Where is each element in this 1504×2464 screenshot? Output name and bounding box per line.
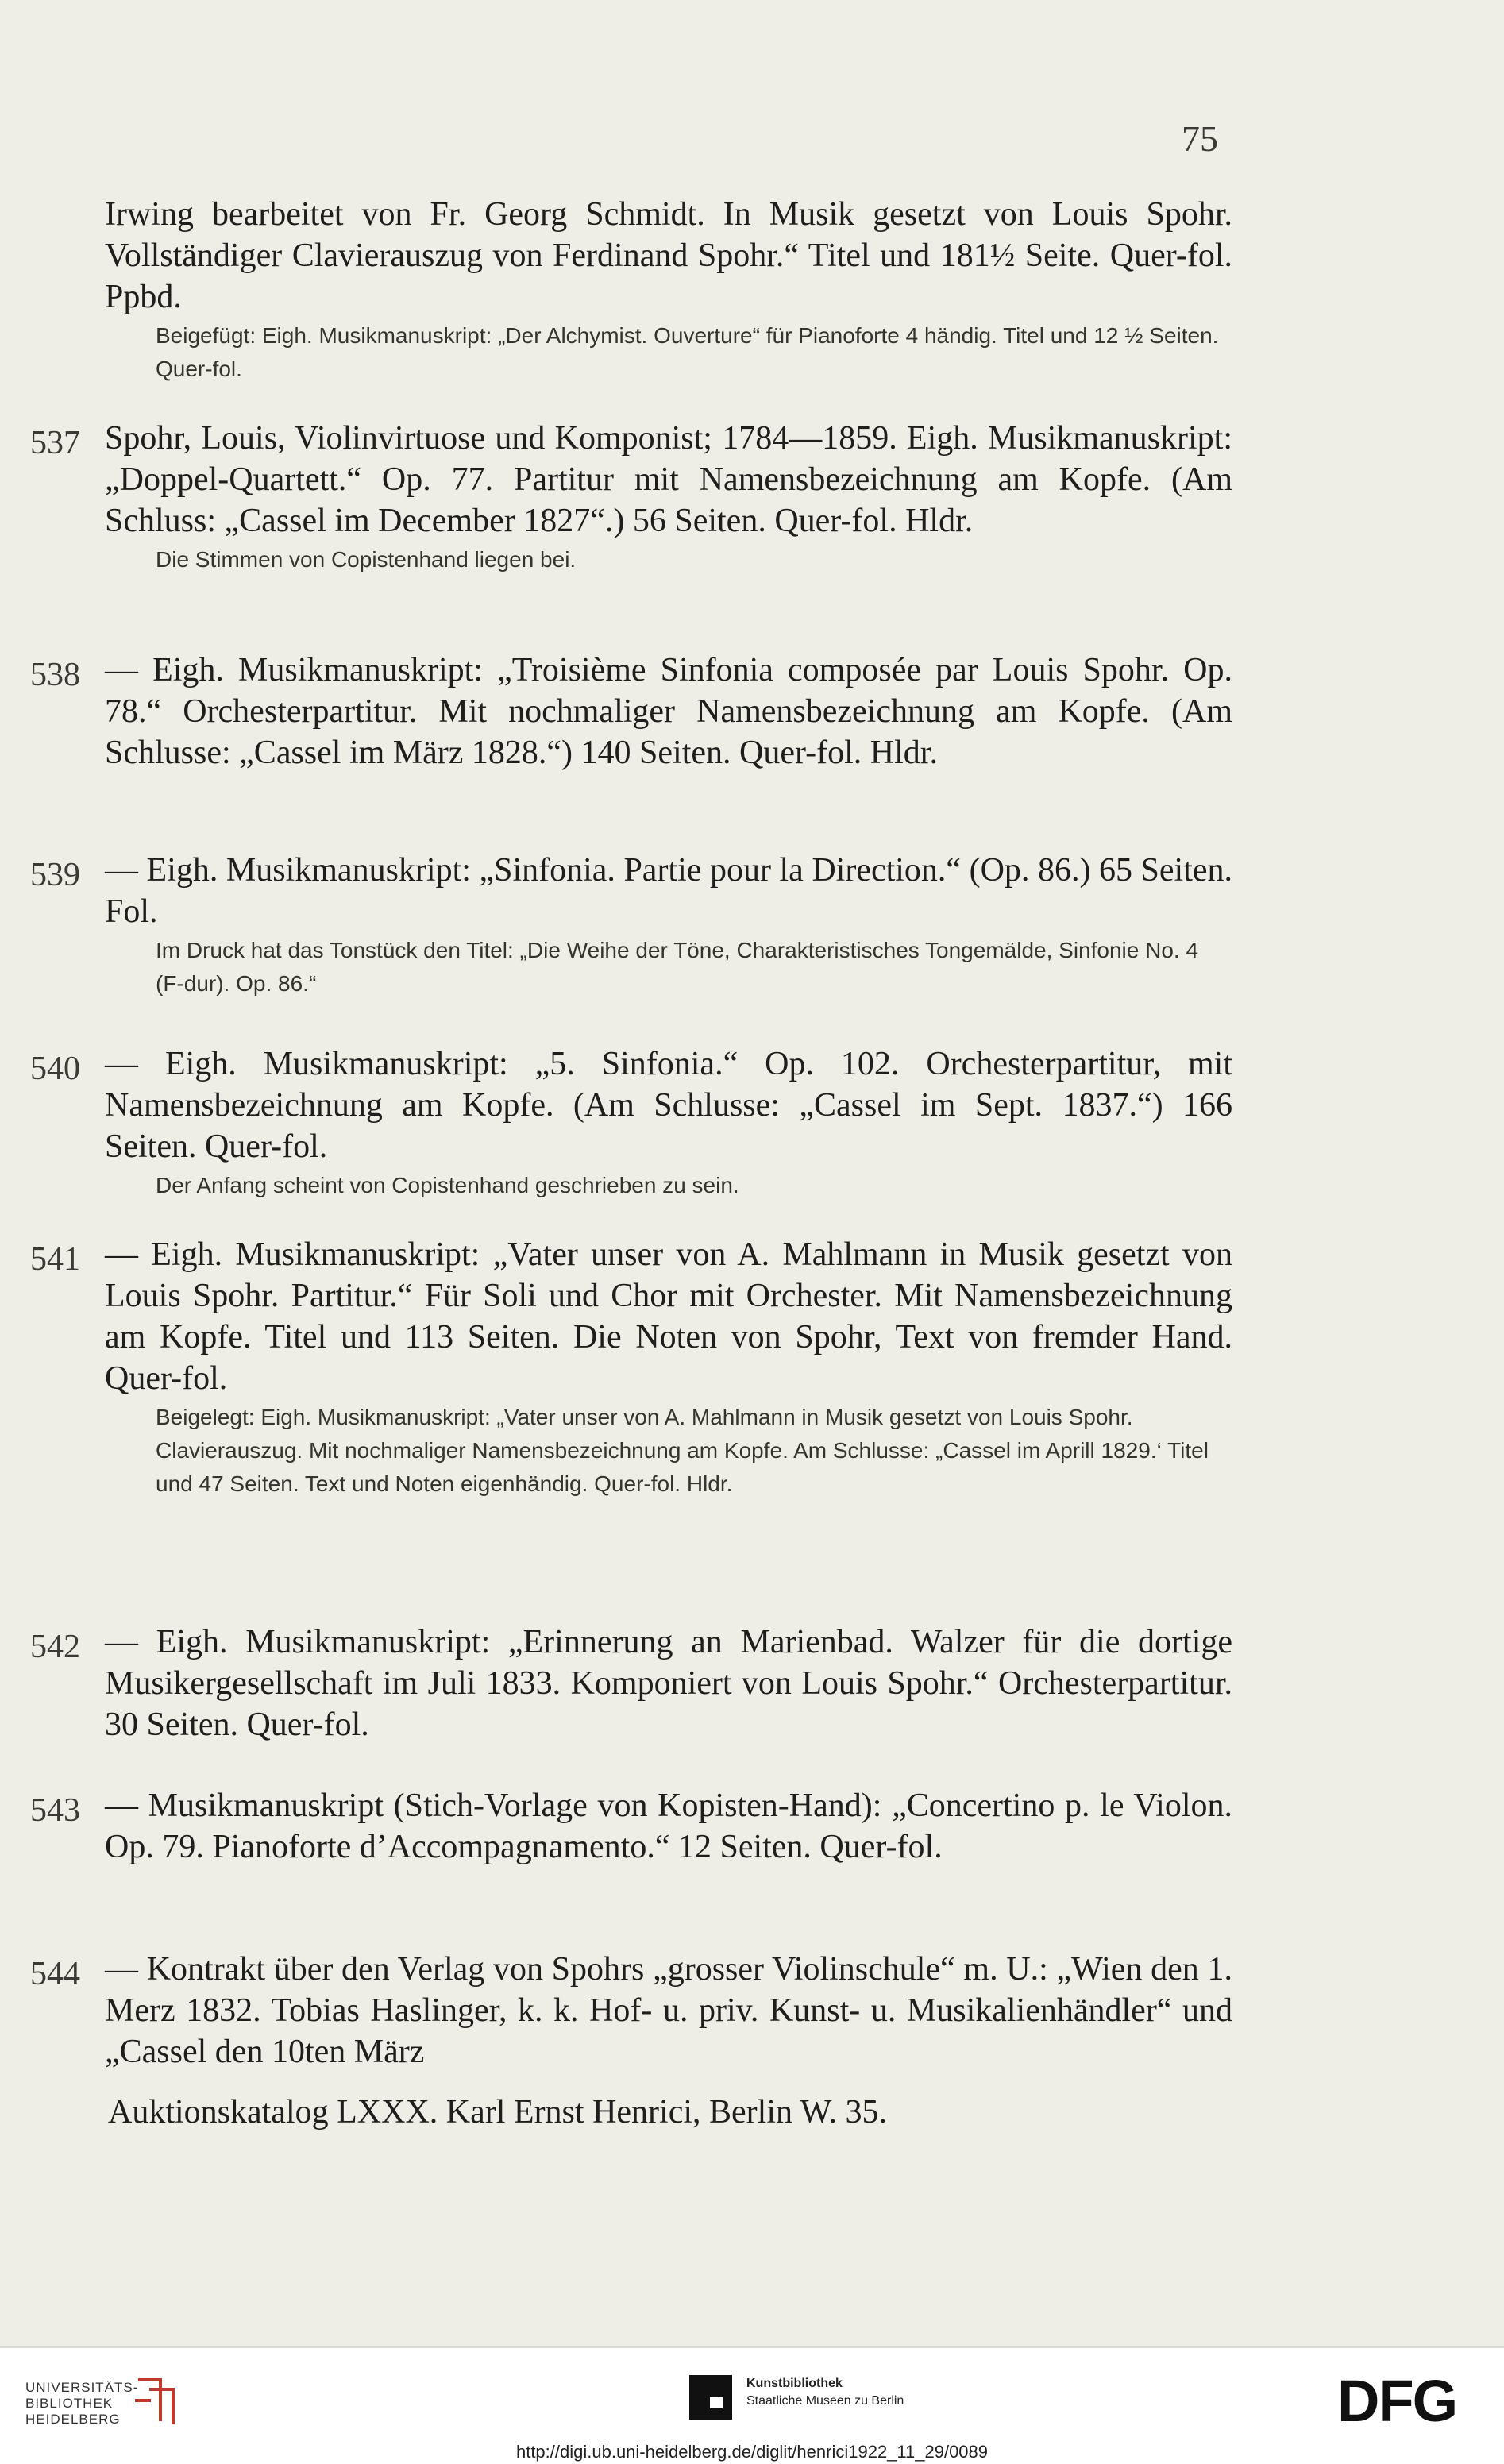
entry-541 <box>105 1234 1232 1501</box>
uni-line-3: HEIDELBERG <box>25 2412 121 2427</box>
entry-text: — Eigh. Musikmanuskript: „5. Sinfonia.“ Op. 102. Orchesterpartitur, mit Namensbezeichnung am Kopfe. (Am Schlusse: „Cassel im Sept. 1837.“) 166 Seiten. Quer-fol. <box>105 1046 1232 1165</box>
entry-text: — Eigh. Musikmanuskript: „Sinfonia. Partie pour la Direction.“ (Op. 86.) 65 Seiten. Fol. <box>105 852 1232 930</box>
kunstbibliothek-logo-icon <box>685 2373 737 2421</box>
entry-text: Spohr, Louis, Violinvirtuose und Komponist; 1784—1859. Eigh. Musikmanuskript: „Doppel-Quartett.“ Op. 77. Partitur mit Namensbezeichnung am Kopfe. (Am Schluss: „Cassel im December 1827“.) 56 Seiten. Quer-fol. Hldr. <box>105 420 1232 539</box>
entry-note: Beigelegt: Eigh. Musikmanuskript: „Vater unser von A. Mahlmann in Musik gesetzt von Louis Spohr. Clavierauszug. Mit nochmaliger Namensbezeichnung am Kopfe. Am Schlusse: „Cassel im Aprill 1829.‘ Titel und 47 Seiten. Text und Noten eigenhändig. Quer-fol. Hldr. <box>156 1405 1209 1496</box>
dfg-logo: DFG <box>1337 2368 1457 2434</box>
entry-540 <box>105 1043 1232 1202</box>
kb-line-2: Staatliche Museen zu Berlin <box>746 2394 904 2408</box>
kb-line-1: Kunstbibliothek <box>746 2377 843 2390</box>
entry-note: Der Anfang scheint von Copistenhand geschrieben zu sein. <box>156 1173 739 1197</box>
entry-text: — Eigh. Musikmanuskript: „Erinnerung an Marienbad. Walzer für die dortige Musikergesellschaft im Juli 1833. Komponiert von Louis Spohr.“ Orchesterpartitur. 30 Seiten. Quer-fol. <box>105 1624 1232 1743</box>
entry-number-542: 542 <box>30 1629 80 1665</box>
entry-text: — Eigh. Musikmanuskript: „Troisième Sinfonia composée par Louis Spohr. Op. 78.“ Orchesterpartitur. Mit nochmaliger Namensbezeichnung am Kopfe. (Am Schlusse: „Cassel im März 1828.“) 140 Seiten. Quer-fol. Hldr. <box>105 652 1232 771</box>
page-number: 75 <box>1182 118 1218 159</box>
entry-number-543: 543 <box>30 1792 80 1829</box>
entry-number-541: 541 <box>30 1241 80 1278</box>
entry-number-544: 544 <box>30 1956 80 1992</box>
entry-note: Im Druck hat das Tonstück den Titel: „Die Weihe der Töne, Charakteristisches Tongemälde, Sinfonie No. 4 (F-dur). Op. 86.“ <box>156 938 1199 996</box>
entry-539 <box>105 850 1232 1001</box>
entry-number-539: 539 <box>30 857 80 893</box>
intro-block <box>105 194 1232 386</box>
entry-number-537: 537 <box>30 425 80 461</box>
entry-text: — Musikmanuskript (Stich-Vorlage von Kopisten-Hand): „Concertino p. le Violon. Op. 79. Pianoforte d’Accompagnamento.“ 12 Seiten. Quer-fol. <box>105 1787 1232 1865</box>
entry-543 <box>105 1785 1232 1868</box>
institution-bar <box>0 2346 1504 2442</box>
entry-538 <box>105 650 1232 773</box>
permalink-url[interactable]: http://digi.ub.uni-heidelberg.de/diglit/henrici1922_11_29/0089 <box>0 2440 1504 2464</box>
heidelberg-logo-icon <box>133 2372 184 2427</box>
university-library-label <box>25 2380 138 2427</box>
intro-note: Beigefügt: Eigh. Musikmanuskript: „Der Alchymist. Ouverture“ für Pianoforte 4 händig. Titel und 12 ½ Seiten. Quer-fol. <box>156 323 1219 381</box>
uni-line-1: UNIVERSITÄTS- <box>25 2380 139 2395</box>
entry-544 <box>105 1949 1232 2073</box>
entry-number-540: 540 <box>30 1051 80 1087</box>
entry-number-538: 538 <box>30 657 80 693</box>
entry-text: — Kontrakt über den Verlag von Spohrs „grosser Violinschule“ m. U.: „Wien den 1. Merz 1832. Tobias Haslinger, k. k. Hof- u. priv. Kunst- u. Musikalienhändler“ und „Cassel den 10ten März <box>105 1951 1232 2070</box>
catalog-footer: Auktionskatalog LXXX. Karl Ernst Henrici, Berlin W. 35. <box>108 2094 888 2130</box>
entry-text: — Eigh. Musikmanuskript: „Vater unser von A. Mahlmann in Musik gesetzt von Louis Spohr. Partitur.“ Für Soli und Chor mit Orchester. Mit Namensbezeichnung am Kopfe. Titel und 113 Seiten. Die Noten von Spohr, Text von fremder Hand. Quer-fol. <box>105 1236 1232 1397</box>
entry-note: Die Stimmen von Copistenhand liegen bei. <box>156 547 577 572</box>
intro-text: Irwing bearbeitet von Fr. Georg Schmidt. In Musik gesetzt von Louis Spohr. Vollständiger Clavierauszug von Ferdinand Spohr.“ Titel und 181½ Seite. Quer-fol. Ppbd. <box>105 196 1232 315</box>
entry-542 <box>105 1621 1232 1745</box>
uni-line-2: BIBLIOTHEK <box>25 2396 114 2411</box>
kunstbibliothek-label <box>746 2375 904 2410</box>
entry-537 <box>105 418 1232 576</box>
